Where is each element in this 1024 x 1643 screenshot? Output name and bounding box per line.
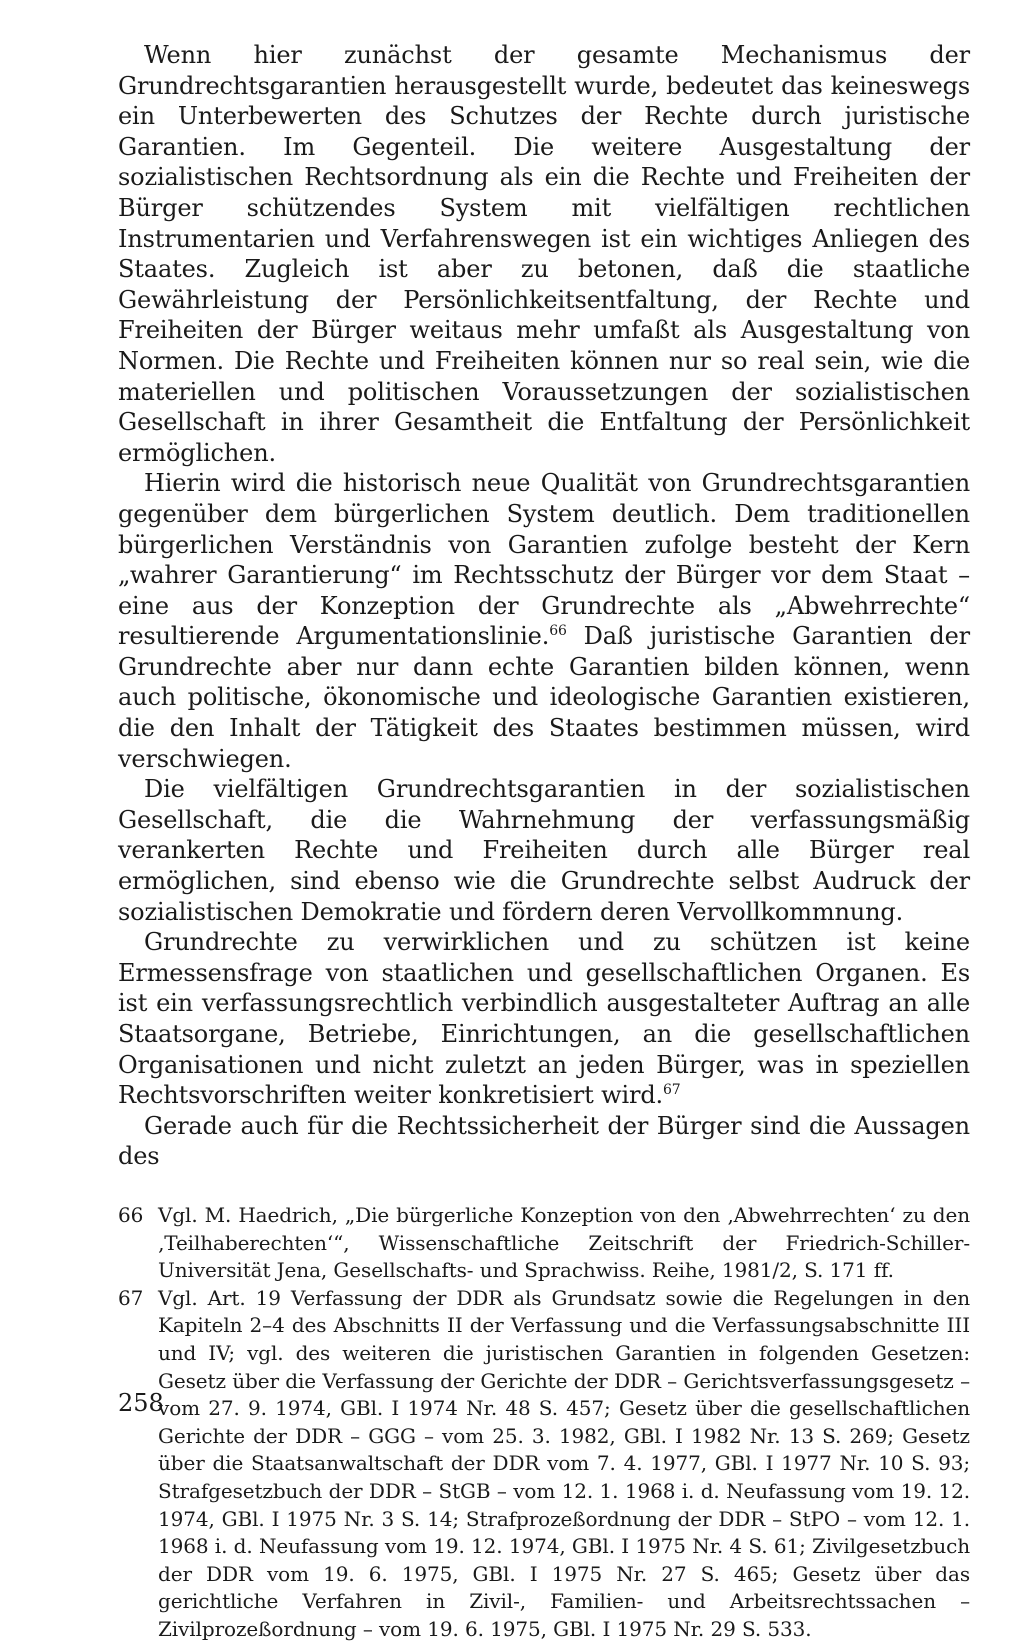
paragraph-2-text: Hierin wird die historisch neue Qualität von Grundrechtsgarantien gegenüber dem bürgerlichen System deutlich. Dem traditionellen bürgerlichen Verständnis von Garantien zufolge besteht der Kern „wahrer Garantierung“ im Rechtsschutz der Bürger vor dem Staat – eine aus der Konzeption der Grundrechte als „Abwehrrechte“ resultierende Argumentationslinie.: [118, 469, 970, 651]
paragraph-2-tail: Daß juristische Garantien der Grundrechte aber nur dann echte Garantien bilden können, wenn auch politische, ökonomische und ideologische Garantien existieren, die den Inhalt der Tätigkeit des Staates bestimmen müssen, wird verschwiegen.: [118, 622, 970, 773]
footnote-text: Vgl. Art. 19 Verfassung der DDR als Grundsatz sowie die Regelungen in den Kapiteln 2–4 des Abschnitts II der Verfassung und die Verfassungsabschnitte III und IV; vgl. des weiteren die juristischen Garantien in folgenden Gesetzen: Gesetz über die Verfassung der Gerichte der DDR – Gerichtsverfassungsgesetz – vom 27. 9. 1974, GBl. I 1974 Nr. 48 S. 457; Gesetz über die gesellschaftlichen Gerichte der DDR – GGG – vom 25. 3. 1982, GBl. I 1982 Nr. 13 S. 269; Gesetz über die Staatsanwaltschaft der DDR vom 7. 4. 1977, GBl. I 1977 Nr. 10 S. 93; Strafgesetzbuch der DDR – StGB – vom 12. 1. 1968 i. d. Neufassung vom 19. 12. 1974, GBl. I 1975 Nr. 3 S. 14; Strafprozeßordnung der DDR – StPO – vom 12. 1. 1968 i. d. Neufassung vom 19. 12. 1974, GBl. I 1975 Nr. 4 S. 61; Zivilgesetzbuch der DDR vom 19. 6. 1975, GBl. I 1975 Nr. 27 S. 465; Gesetz über das gerichtliche Verfahren in Zivil-, Familien- und Arbeitsrechtssachen – Zivilprozeßordnung – vom 19. 6. 1975, GBl. I 1975 Nr. 29 S. 533.: [158, 1285, 970, 1641]
paragraph-5: Gerade auch für die Rechtssicherheit der Bürger sind die Aussagen des: [118, 1111, 970, 1171]
page-content: [118, 40, 970, 1643]
paragraph-3: Die vielfältigen Grundrechtsgarantien in der sozialistischen Gesellschaft, die die Wahrnehmung der verfassungsmäßig verankerten Rechte und Freiheiten durch alle Bürger real ermöglichen, sind ebenso wie die Grundrechte selbst Audruck der sozialistischen Demokratie und fördern deren Vervollkommnung.: [118, 775, 970, 926]
body-text: [118, 40, 970, 1172]
paragraph-4-text: Grundrechte zu verwirklichen und zu schützen ist keine Ermessensfrage von staatlichen und gesellschaftlichen Organen. Es ist ein verfassungsrechtlich verbindlich ausgestalteter Auftrag an alle Staatsorgane, Betriebe, Einrichtungen, an die gesellschaftlichen Organisationen und nicht zuletzt an jeden Bürger, was in speziellen Rechtsvorschriften weiter konkretisiert wird.: [118, 928, 970, 1110]
footnote-text: Vgl. M. Haedrich, „Die bürgerliche Konzeption von den ‚Abwehrrechten‘ zu den ‚Teilhaberechten‘“, Wissenschaftliche Zeitschrift der Friedrich-Schiller-Universität Jena, Gesellschafts- und Sprachwiss. Reihe, 1981/2, S. 171 ff.: [158, 1202, 970, 1283]
paragraph-2: [118, 468, 970, 774]
footnote-ref-67[interactable]: 67: [663, 1082, 681, 1099]
footnote-66: [118, 1202, 970, 1285]
footnote-number: 66: [118, 1202, 144, 1227]
footnotes: [118, 1202, 970, 1643]
footnote-67: [118, 1285, 970, 1643]
footnote-number: 67: [118, 1285, 144, 1310]
paragraph-4: [118, 927, 970, 1111]
page-number: 258: [118, 1389, 164, 1417]
paragraph-1: Wenn hier zunächst der gesamte Mechanismus der Grundrechtsgarantien herausgestellt wurde, bedeutet das keineswegs ein Unterbewerten des Schutzes der Rechte durch juristische Garantien. Im Gegenteil. Die weitere Ausgestaltung der sozialistischen Rechtsordnung als ein die Rechte und Freiheiten der Bürger schützendes System mit vielfältigen rechtlichen Instrumentarien und Verfahrenswegen ist ein wichtiges Anliegen des Staates. Zugleich ist aber zu betonen, daß die staatliche Gewährleistung der Persönlichkeitsentfaltung, der Rechte und Freiheiten der Bürger weitaus mehr umfaßt als Ausgestaltung von Normen. Die Rechte und Freiheiten können nur so real sein, wie die materiellen und politischen Voraussetzungen der sozialistischen Gesellschaft in ihrer Gesamtheit die Entfaltung der Persönlichkeit ermöglichen.: [118, 41, 970, 467]
footnote-ref-66[interactable]: 66: [549, 623, 567, 640]
